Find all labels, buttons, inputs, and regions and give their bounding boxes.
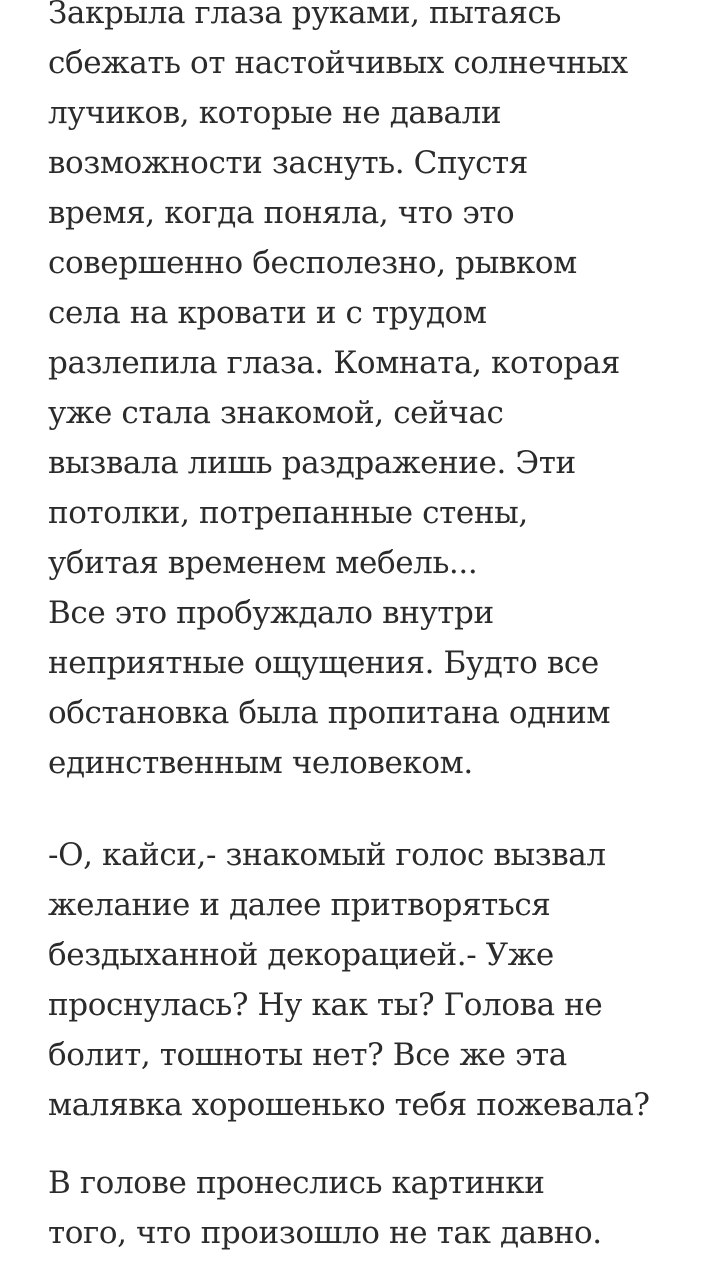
- text-line: Все это пробуждало внутри: [48, 595, 494, 631]
- paragraph-2: [48, 830, 708, 1130]
- text-line: потолки, потрепанные стены,: [48, 495, 528, 531]
- paragraph-spacer: [48, 788, 708, 830]
- text-line: Закрыла глаза руками, пытаясь: [48, 0, 561, 31]
- text-line: время, когда поняла, что это: [48, 195, 515, 231]
- text-line: В голове пронеслись картинки: [48, 1165, 545, 1201]
- text-line: совершенно бесполезно, рывком: [48, 245, 577, 281]
- text-line: обстановка была пропитана одним: [48, 695, 611, 731]
- paragraph-spacer: [48, 1130, 708, 1158]
- text-line: возможности заснуть. Спустя: [48, 145, 528, 181]
- text-line: единственным человеком.: [48, 745, 473, 781]
- text-line: вызвала лишь раздражение. Эти: [48, 445, 576, 481]
- text-line: села на кровати и с трудом: [48, 295, 487, 331]
- text-line: неприятные ощущения. Будто все: [48, 645, 599, 681]
- text-line: уже стала знакомой, сейчас: [48, 395, 504, 431]
- paragraph-3: [48, 1158, 708, 1258]
- paragraph-1: [48, 0, 708, 788]
- text-line: болит, тошноты нет? Все же эта: [48, 1037, 567, 1073]
- story-text: [48, 0, 708, 1258]
- text-line: убитая временем мебель...: [48, 545, 478, 581]
- text-line: разлепила глаза. Комната, которая: [48, 345, 620, 381]
- text-line: желание и далее притворяться: [48, 887, 551, 923]
- text-line: бездыханной декорацией.- Уже: [48, 937, 554, 973]
- text-line: малявка хорошенько тебя пожевала?: [48, 1087, 650, 1123]
- text-line: -О, кайси,- знакомый голос вызвал: [48, 837, 606, 873]
- text-line: того, что произошло не так давно.: [48, 1215, 602, 1251]
- text-line: лучиков, которые не давали: [48, 95, 502, 131]
- text-line: проснулась? Ну как ты? Голова не: [48, 987, 603, 1023]
- text-line: сбежать от настойчивых солнечных: [48, 45, 628, 81]
